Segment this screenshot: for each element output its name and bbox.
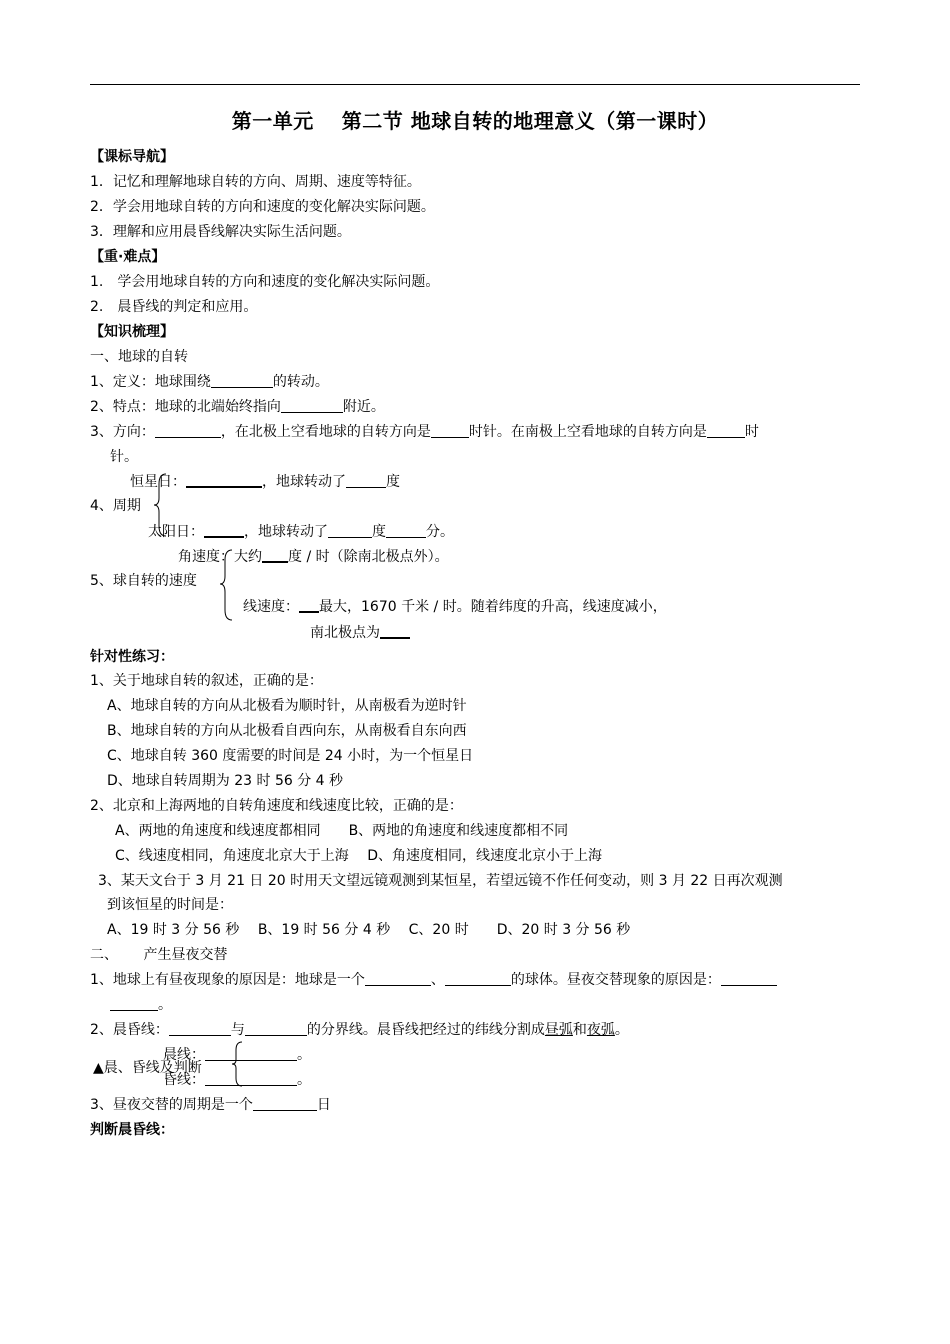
q1-option: B、地球自转的方向从北极看自西向东，从南极看自东向西 xyxy=(107,723,467,739)
fill-blank xyxy=(245,1021,307,1036)
q2-options-row: A、两地的角速度和线速度都相同 B、两地的角速度和线速度都相不同 xyxy=(115,823,569,839)
fill-blank xyxy=(281,398,343,413)
fill-blank xyxy=(211,373,273,388)
q3-options-row: A、19 时 3 分 56 秒 B、19 时 56 分 4 秒 C、20 时 D、20 时 3 分 56 秒 xyxy=(107,922,631,938)
fill-blank xyxy=(253,1096,317,1111)
fill-blank xyxy=(386,523,426,538)
q2-options-row: C、线速度相同，角速度北京大于上海 D、角速度相同，线速度北京小于上海 xyxy=(115,848,603,864)
section-key-heading: 【重·难点】 xyxy=(90,249,166,265)
fill-blank xyxy=(262,547,288,563)
speed-brace xyxy=(218,548,238,622)
linear-speed-line: 线速度： 最大，1670 千米 / 时。随着纬度的升高，线速度减小， xyxy=(243,599,667,615)
q1-option: C、地球自转 360 度需要的时间是 24 小时，为一个恒星日 xyxy=(107,748,474,764)
fill-blank xyxy=(445,971,511,986)
question-3: 3、某天文台于 3 月 21 日 20 时用天文望远镜观测到某恒星，若望远镜不作任何变动，则 3 月 22 日再次观测 xyxy=(98,873,783,889)
judge-label: ▲晨、昏线及判断 xyxy=(93,1060,202,1076)
q1-option: A、地球自转的方向从北极看为顺时针，从南极看为逆时针 xyxy=(107,698,467,714)
fill-blank xyxy=(205,1071,297,1086)
pole-line: 南北极点为 xyxy=(310,623,410,642)
guide-item: 1．记忆和理解地球自转的方向、周期、速度等特征。 xyxy=(90,174,421,190)
guide-item: 2．学会用地球自转的方向和速度的变化解决实际问题。 xyxy=(90,199,435,215)
fill-blank xyxy=(721,971,777,986)
question-1: 1、关于地球自转的叙述，正确的是： xyxy=(90,673,323,689)
fill-blank xyxy=(328,523,372,538)
speed-label: 5、球自转的速度 xyxy=(90,573,197,589)
dawn-line: 晨线： 。 xyxy=(163,1047,311,1063)
cycle-line: 3、昼夜交替的周期是一个 日 xyxy=(90,1097,331,1113)
definition-line: 1、定义：地球围绕 的转动。 xyxy=(90,374,329,390)
terminator-line: 2、晨昏线： 与 的分界线。晨昏线把经过的纬线分割成昼弧和夜弧。 xyxy=(90,1022,629,1038)
sidereal-day-line: 恒星日： ，地球转动了 度 xyxy=(130,474,400,490)
fill-blank xyxy=(707,423,745,438)
angular-speed-line: 角速度：大约 度 / 时（除南北极点外）。 xyxy=(178,549,449,565)
fill-blank xyxy=(110,996,158,1011)
fill-blank xyxy=(431,423,469,438)
fill-blank xyxy=(380,623,410,639)
page-title: 第一单元 第二节 地球自转的地理意义（第一课时） xyxy=(231,109,719,133)
direction-line-cont: 针。 xyxy=(110,449,138,465)
judge-terminator-heading: 判断晨昏线： xyxy=(90,1122,174,1138)
rotation-heading: 一、地球的自转 xyxy=(90,349,188,365)
fill-blank xyxy=(186,472,262,488)
fill-blank xyxy=(346,473,386,488)
section-knowledge-heading: 【知识梳理】 xyxy=(90,324,174,340)
day-night-heading: 二、 产生昼夜交替 xyxy=(90,947,228,963)
fill-blank xyxy=(365,971,431,986)
section-guide-heading: 【课标导航】 xyxy=(90,149,174,165)
feature-line: 2、特点：地球的北端始终指向 附近。 xyxy=(90,399,385,415)
guide-item: 3．理解和应用晨昏线解决实际生活问题。 xyxy=(90,224,351,240)
fill-blank xyxy=(205,1046,297,1061)
dusk-line: 昏线： 。 xyxy=(163,1072,311,1088)
day-night-cause-cont: 。 xyxy=(110,996,172,1014)
direction-line: 3、方向： ，在北极上空看地球的自转方向是 时针。在南极上空看地球的自转方向是 时 xyxy=(90,424,759,440)
question-3-cont: 到该恒星的时间是： xyxy=(107,897,233,913)
fill-blank xyxy=(155,423,221,438)
key-item: 1. 学会用地球自转的方向和速度的变化解决实际问题。 xyxy=(90,274,440,290)
fill-blank xyxy=(204,522,244,538)
fill-blank xyxy=(169,1021,231,1036)
day-night-cause-line: 1、地球上有昼夜现象的原因是：地球是一个 、 的球体。昼夜交替现象的原因是： xyxy=(90,971,777,989)
period-label: 4、周期 xyxy=(90,498,141,514)
fill-blank xyxy=(299,597,319,613)
solar-day-line: 太阳日： ，地球转动了 度 分。 xyxy=(148,524,454,540)
key-item: 2. 晨昏线的判定和应用。 xyxy=(90,299,258,315)
q1-option: D、地球自转周期为 23 时 56 分 4 秒 xyxy=(107,773,344,789)
exercise-heading: 针对性练习： xyxy=(90,649,174,665)
question-2: 2、北京和上海两地的自转角速度和线速度比较，正确的是： xyxy=(90,798,463,814)
header-rule xyxy=(90,84,860,85)
